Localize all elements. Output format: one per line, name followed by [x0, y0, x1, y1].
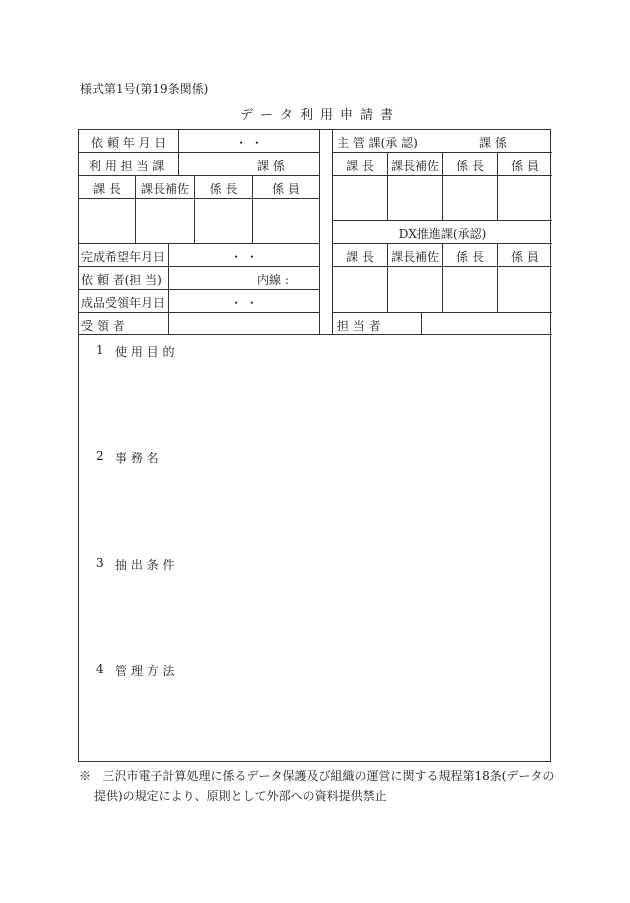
note-line-1: 三沢市電子計算処理に係るデータ保護及び組織の運営に関する規程第18条(データの [102, 769, 555, 783]
item-number: 2 [96, 449, 104, 463]
dx-approval-header-chief: 課 長 [346, 250, 374, 264]
section-label: 利 用 担 当 課 [89, 159, 165, 173]
dx-approval-header-deputy: 課長補佐 [390, 250, 439, 264]
form-number: 様式第1号(第19条関係) [80, 82, 209, 96]
extension-label: 内線 : [257, 273, 289, 287]
grid-line [79, 334, 552, 335]
item-label-purpose: 使 用 目 的 [115, 345, 175, 359]
main-section-value[interactable]: 課 係 [479, 136, 507, 150]
requester-label: 依 頼 者(担 当) [81, 273, 162, 287]
receipt-date-label: 成品受領年月日 [81, 296, 166, 310]
dx-approval-header-staff: 係 員 [511, 250, 539, 264]
grid-line [421, 312, 422, 334]
note-line-2: 提供)の規定により、原則として外部への資料提供禁止 [94, 789, 387, 803]
main-approval-header-deputy: 課長補佐 [390, 159, 439, 173]
dx-section-label: DX推進課(承認) [398, 227, 487, 241]
form-title: データ利用申請書 [240, 108, 401, 123]
approval-header-staff: 係 員 [272, 182, 300, 196]
recipient-label: 受 領 者 [81, 319, 125, 333]
item-label-management: 管 理 方 法 [115, 664, 175, 678]
grid-line [79, 289, 320, 290]
grid-line [319, 130, 320, 334]
approval-header-deputy: 課長補佐 [140, 182, 189, 196]
grid-line [79, 243, 320, 244]
application-form-table [78, 129, 551, 762]
grid-line [332, 312, 552, 313]
request-date-value[interactable]: ・ ・ [235, 136, 263, 150]
grid-line [79, 266, 320, 267]
receipt-date-value[interactable]: ・ ・ [230, 296, 258, 310]
item-label-business: 事 務 名 [115, 451, 159, 465]
approval-header-subchief: 係 長 [209, 182, 238, 196]
grid-line [79, 312, 320, 313]
grid-line [79, 175, 320, 176]
completion-date-label: 完成希望年月日 [81, 250, 166, 264]
main-approval-header-chief: 課 長 [346, 159, 374, 173]
item-number: 1 [96, 343, 104, 357]
item-number: 3 [96, 556, 104, 570]
grid-line [79, 198, 320, 199]
person-in-charge-label: 担 当 者 [337, 319, 381, 333]
note-mark: ※ [79, 769, 92, 783]
item-number: 4 [96, 662, 104, 676]
approval-header-chief: 課 長 [93, 182, 121, 196]
section-value[interactable]: 課 係 [257, 159, 285, 173]
dx-approval-header-subchief: 係 長 [456, 250, 484, 264]
main-section-label: 主 管 課(承 認) [337, 136, 418, 150]
item-label-extraction: 抽 出 条 件 [115, 558, 175, 572]
main-approval-header-staff: 係 員 [511, 159, 539, 173]
completion-date-value[interactable]: ・ ・ [230, 250, 258, 264]
main-approval-header-subchief: 係 長 [456, 159, 484, 173]
grid-line [332, 220, 552, 221]
footnote [79, 766, 559, 806]
grid-line [79, 152, 320, 153]
request-date-label: 依 頼 年 月 日 [91, 136, 167, 150]
